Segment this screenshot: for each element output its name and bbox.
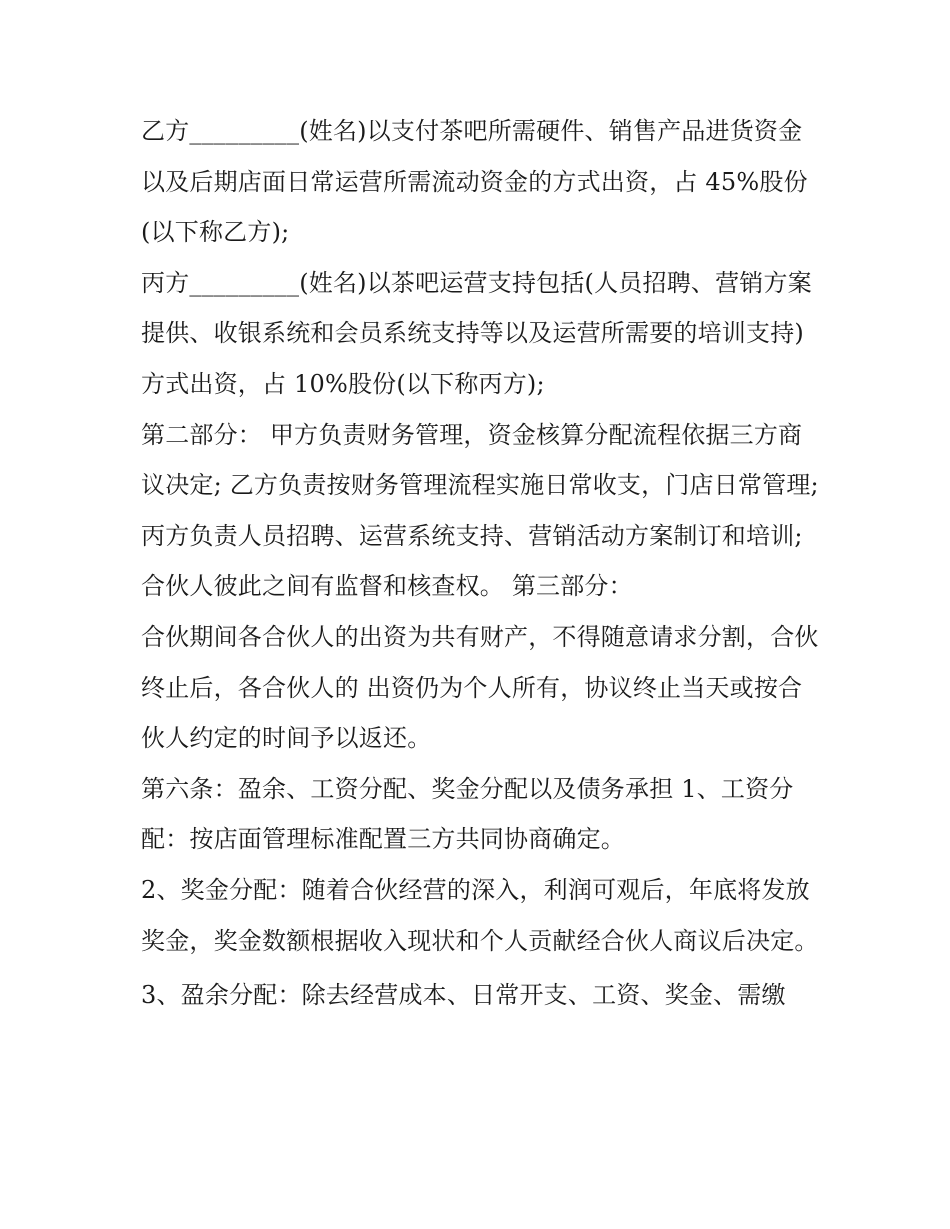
paragraph-bonus-distribution: 2、奖金分配：随着合伙经营的深入，利润可观后，年底将发放奖金，奖金数额根据收入现状和个人贡献经合伙人商议后决定。 — [141, 875, 819, 955]
paragraph-capital-ownership: 合伙期间各合伙人的出资为共有财产，不得随意请求分割，合伙终止后，各合伙人的 出资仍为个人所有，协议终止当天或按合伙人约定的时间予以返还。 — [141, 622, 819, 753]
paragraph-party-b: 乙方_________(姓名)以支付茶吧所需硬件、销售产品进货资金以及后期店面日常运营所需流动资金的方式出资，占 45%股份(以下称乙方); — [141, 117, 808, 247]
paragraph-party-c: 丙方_________(姓名)以茶吧运营支持包括(人员招聘、营销方案提供、收银系统和会员系统支持等以及运营所需要的培训支持)方式出资，占 10%股份(以下称丙方); — [141, 268, 812, 398]
paragraph-party-c-duties: 丙方负责人员招聘、运营系统支持、营销活动方案制订和培训; 合伙人彼此之间有监督和核查权。 第三部分： — [141, 521, 803, 601]
paragraph-part-two: 第二部分： 甲方负责财务管理，资金核算分配流程依据三方商议决定; 乙方负责按财务管理流程实施日常收支，门店日常管理; — [141, 420, 819, 500]
paragraph-article-six: 第六条：盈余、工资分配、奖金分配以及债务承担 1、工资分配：按店面管理标准配置三方共同协商确定。 — [141, 774, 794, 854]
document-body — [141, 106, 821, 1021]
paragraph-surplus-distribution: 3、盈余分配：除去经营成本、日常开支、工资、奖金、需缴 — [141, 981, 786, 1010]
